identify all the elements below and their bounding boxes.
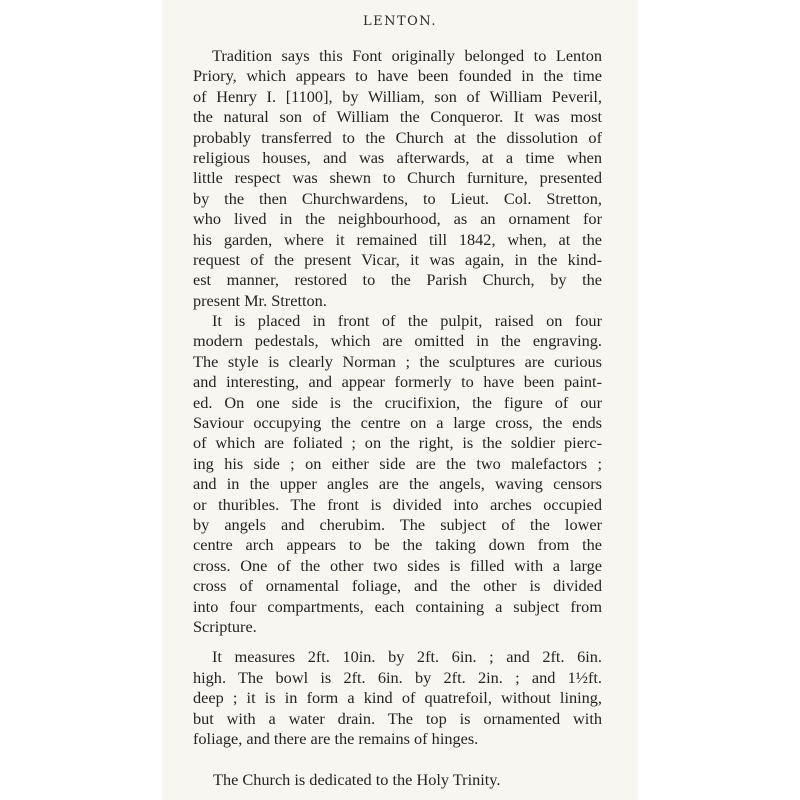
text-line: present Mr. Stretton. [193, 290, 327, 310]
text-line: cross. One of the other two sides is filled with a large [193, 555, 602, 575]
text-line: ed. On one side is the crucifixion, the figure of our [193, 392, 602, 412]
text-line: but with a water drain. The top is ornamented with [193, 708, 602, 728]
text-line: and in the upper angles are the angels, waving censors [193, 474, 602, 494]
text-line: Tradition says this Font originally belonged to Lenton [212, 46, 602, 65]
text-line: into four compartments, each containing a subject from [193, 596, 602, 616]
text-line: of which are foliated ; on the right, is the soldier pierc- [193, 433, 602, 453]
text-line: deep ; it is in form a kind of quatrefoil, without lining, [193, 688, 602, 708]
text-line: his garden, where it remained till 1842, when, at the [193, 229, 602, 249]
text-line: or thuribles. The front is divided into arches occupied [193, 494, 602, 514]
text-line: by angels and cherubim. The subject of the lower [193, 514, 602, 534]
text-line: little respect was shewn to Church furniture, presented [193, 168, 602, 188]
text-line: centre arch appears to be the taking down from the [193, 535, 602, 555]
paragraph-3 [193, 647, 602, 749]
text-line: It measures 2ft. 10in. by 2ft. 6in. ; and 2ft. 6in. [212, 647, 602, 667]
text-line: Priory, which appears to have been founded in the time [193, 66, 602, 86]
text-line: by the then Churchwardens, to Lieut. Col. Stretton, [193, 188, 602, 208]
text-line: Scripture. [193, 616, 257, 636]
text-line: est manner, restored to the Parish Church, by the [193, 270, 602, 290]
text-line: Saviour occupying the centre on a large cross, the ends [193, 413, 602, 433]
paragraph-2 [193, 311, 602, 637]
text-line: of Henry I. [1100], by William, son of William Peveril, [193, 86, 602, 106]
text-line: who lived in the neighbourhood, as an ornament for [193, 209, 602, 229]
text-line: the natural son of William the Conqueror. It was most [193, 107, 602, 127]
text-line: request of the present Vicar, it was again, in the kind- [193, 249, 602, 269]
text-line: religious houses, and was afterwards, at a time when [193, 147, 602, 167]
paragraph-gap [193, 637, 602, 647]
running-title: LENTON. [362, 14, 437, 29]
text-line: cross of ornamental foliage, and the other is divided [193, 576, 602, 596]
text-line: It is placed in front of the pulpit, raised on four [212, 311, 602, 331]
body-text [193, 46, 602, 749]
text-line: foliage, and there are the remains of hinges. [193, 728, 479, 748]
closing-line: The Church is dedicated to the Holy Trinity. [213, 770, 501, 789]
text-line: The style is clearly Norman ; the sculptures are curious [193, 351, 602, 371]
text-line: ing his side ; on either side are the two malefactors ; [193, 453, 602, 473]
text-line: high. The bowl is 2ft. 6in. by 2ft. 2in. ; and 1½ft. [193, 667, 602, 687]
text-line: modern pedestals, which are omitted in the engraving. [193, 331, 602, 351]
text-line: probably transferred to the Church at the dissolution of [193, 127, 602, 147]
paragraph-1 [193, 46, 602, 311]
text-line: and interesting, and appear formerly to have been paint- [193, 372, 602, 392]
